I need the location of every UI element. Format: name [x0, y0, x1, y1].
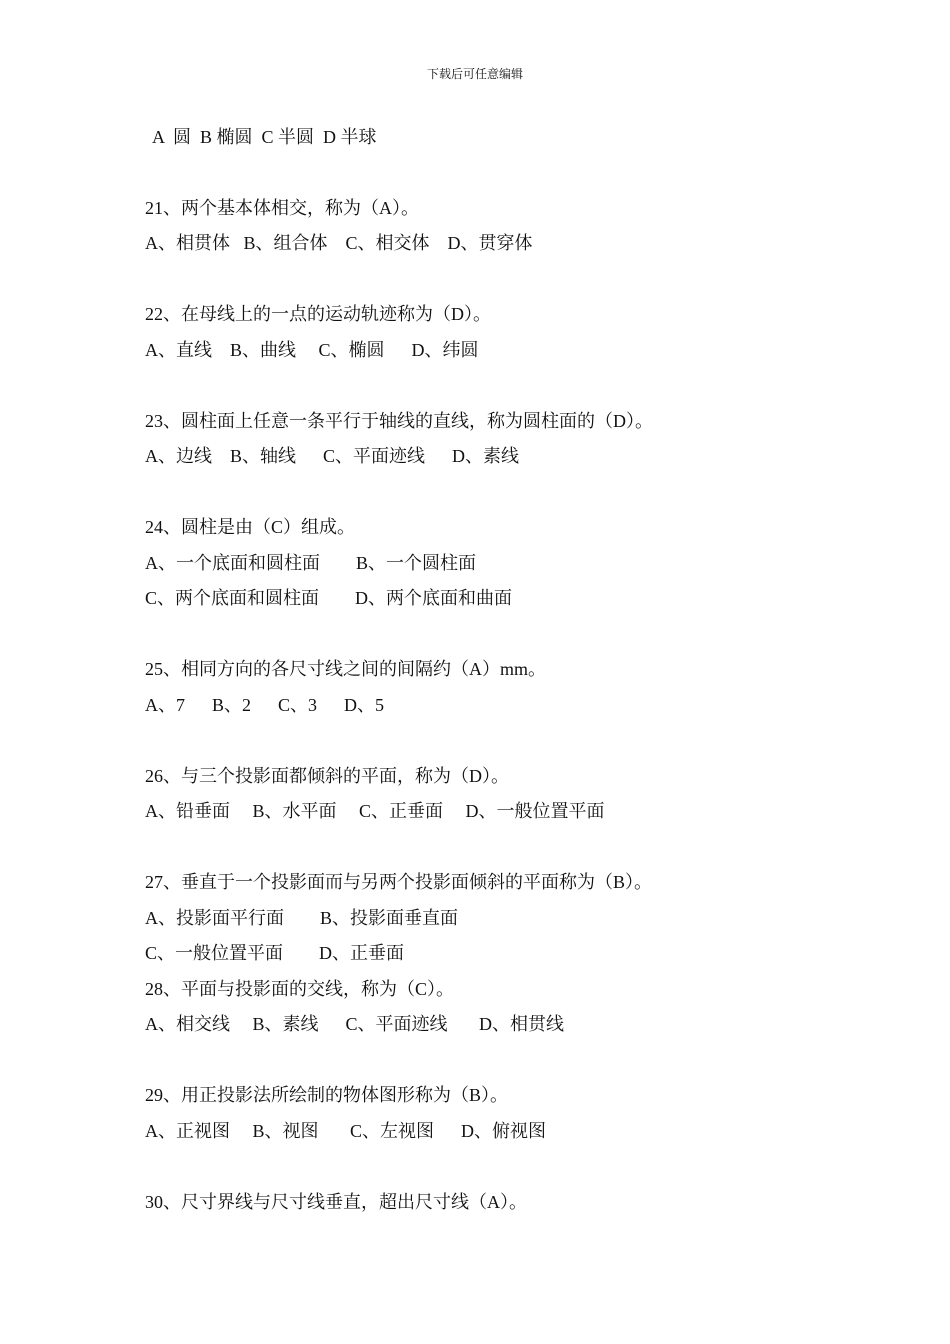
page-header: 下载后可任意编辑: [426, 67, 523, 81]
question-25: 25、相同方向的各尺寸线之间的间隔约（A）mm。: [145, 659, 546, 679]
question-23: 23、圆柱面上任意一条平行于轴线的直线，称为圆柱面的（D）。: [145, 411, 653, 431]
question-27: 27、垂直于一个投影面而与另两个投影面倾斜的平面称为（B）。: [145, 872, 653, 892]
options-line-20: A 圆 B 椭圆 C 半圆 D 半球: [152, 127, 377, 147]
question-26: 26、与三个投影面都倾斜的平面，称为（D）。: [145, 766, 509, 786]
options-29: A、正视图 B、视图 C、左视图 D、俯视图: [145, 1121, 547, 1141]
options-24-ab: A、一个底面和圆柱面 B、一个圆柱面: [145, 553, 477, 573]
options-26: A、铅垂面 B、水平面 C、正垂面 D、一般位置平面: [145, 801, 605, 821]
options-25: A、7 B、2 C、3 D、5: [145, 695, 385, 715]
question-29: 29、用正投影法所绘制的物体图形称为（B）。: [145, 1085, 509, 1105]
question-24: 24、圆柱是由（C）组成。: [145, 517, 356, 537]
question-21: 21、两个基本体相交，称为（A）。: [145, 198, 419, 218]
question-30: 30、尺寸界线与尺寸线垂直，超出尺寸线（A）。: [145, 1192, 527, 1212]
options-23: A、边线 B、轴线 C、平面迹线 D、素线: [145, 446, 520, 466]
options-27-cd: C、一般位置平面 D、正垂面: [145, 943, 405, 963]
options-28: A、相交线 B、素线 C、平面迹线 D、相贯线: [145, 1014, 565, 1034]
question-22: 22、在母线上的一点的运动轨迹称为（D）。: [145, 304, 491, 324]
options-21: A、相贯体 B、组合体 C、相交体 D、贯穿体: [145, 233, 533, 253]
options-24-cd: C、两个底面和圆柱面 D、两个底面和曲面: [145, 588, 513, 608]
options-22: A、直线 B、曲线 C、椭圆 D、纬圆: [145, 340, 479, 360]
question-28: 28、平面与投影面的交线，称为（C）。: [145, 979, 455, 999]
options-27-ab: A、投影面平行面 B、投影面垂直面: [145, 908, 459, 928]
